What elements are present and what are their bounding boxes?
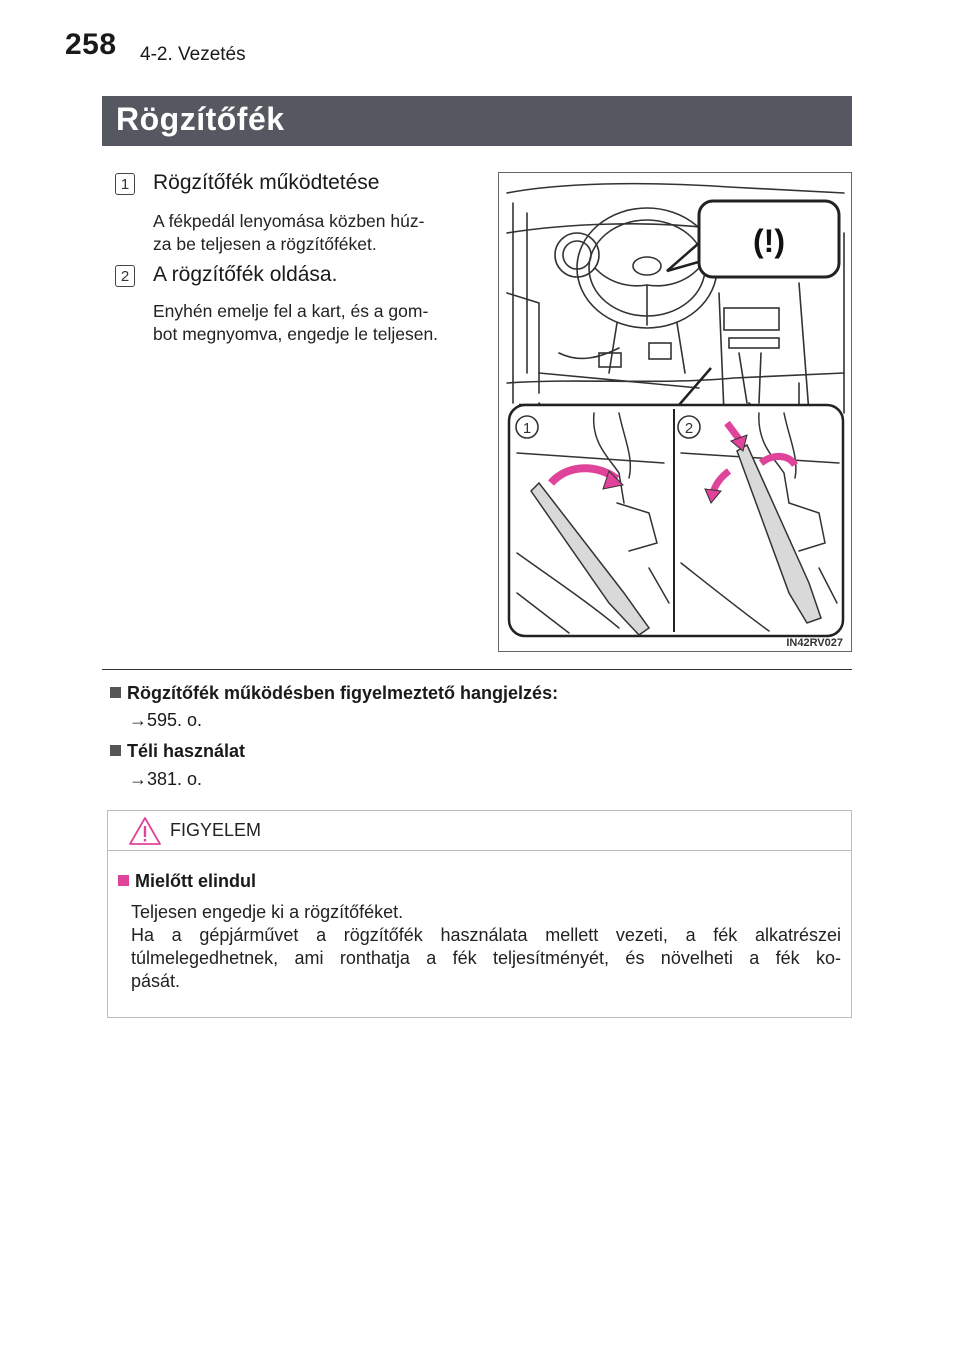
step-2-title: A rögzítőfék oldása. [153, 263, 338, 286]
section-divider [102, 669, 852, 670]
warning-label: FIGYELEM [170, 820, 262, 840]
step-1-desc-line: A fékpedál lenyomása közben húz- [153, 211, 425, 231]
square-bullet-icon [110, 745, 121, 756]
square-bullet-icon [118, 875, 129, 886]
parking-brake-illustration [498, 172, 852, 652]
note-heading-warning-buzzer [110, 683, 558, 704]
step-2-description [153, 300, 479, 346]
section-banner [102, 96, 852, 146]
step-2-number: 2 [115, 265, 135, 287]
warning-text-line: túlmelegedhetnek, ami ronthatja a fék teljesítményét, és növelheti a fék ko- [131, 948, 841, 968]
step-1-description [153, 210, 479, 256]
step-1-title: Rögzítőfék működtetése [153, 171, 380, 194]
warning-text-line: Ha a gépjárművet a rögzítőfék használata mellett vezeti, a fék alkatrészei [131, 925, 841, 945]
illustration-drawing [499, 173, 850, 650]
brake-warning-light-icon [753, 223, 785, 259]
figure-code: IN42RV027 [786, 637, 843, 649]
step-2-desc-line: bot megnyomva, engedje le teljesen. [153, 324, 439, 344]
note-heading-text: Rögzítőfék működésben figyelmeztető hangjelzés: [127, 683, 559, 703]
warning-box [107, 810, 852, 1018]
inset-1-label: 1 [522, 420, 532, 437]
warning-subheading [118, 871, 256, 892]
warning-text-line: Teljesen engedje ki a rögzítőféket. [131, 902, 404, 922]
square-bullet-icon [110, 687, 121, 698]
note-reference-link[interactable]: →381. o. [129, 769, 203, 789]
warning-header [108, 811, 851, 851]
warning-subheading-text: Mielőtt elindul [135, 871, 256, 891]
note-heading-winter [110, 741, 245, 762]
warning-text-line: pását. [131, 971, 181, 991]
note-heading-text: Téli használat [127, 741, 246, 761]
warning-triangle-icon [128, 815, 162, 847]
inset-2-label: 2 [684, 420, 694, 437]
section-title: Rögzítőfék [116, 101, 285, 137]
note-reference-link[interactable]: →595. o. [129, 710, 203, 730]
step-1-desc-line: za be teljesen a rögzítőféket. [153, 234, 377, 254]
warning-light-symbol: (!) [753, 223, 785, 259]
chapter-title: 4-2. Vezetés [140, 44, 246, 65]
step-1-number: 1 [115, 173, 135, 195]
step-2-desc-line: Enyhén emelje fel a kart, és a gom- [153, 301, 429, 321]
page-number: 258 [65, 28, 117, 61]
